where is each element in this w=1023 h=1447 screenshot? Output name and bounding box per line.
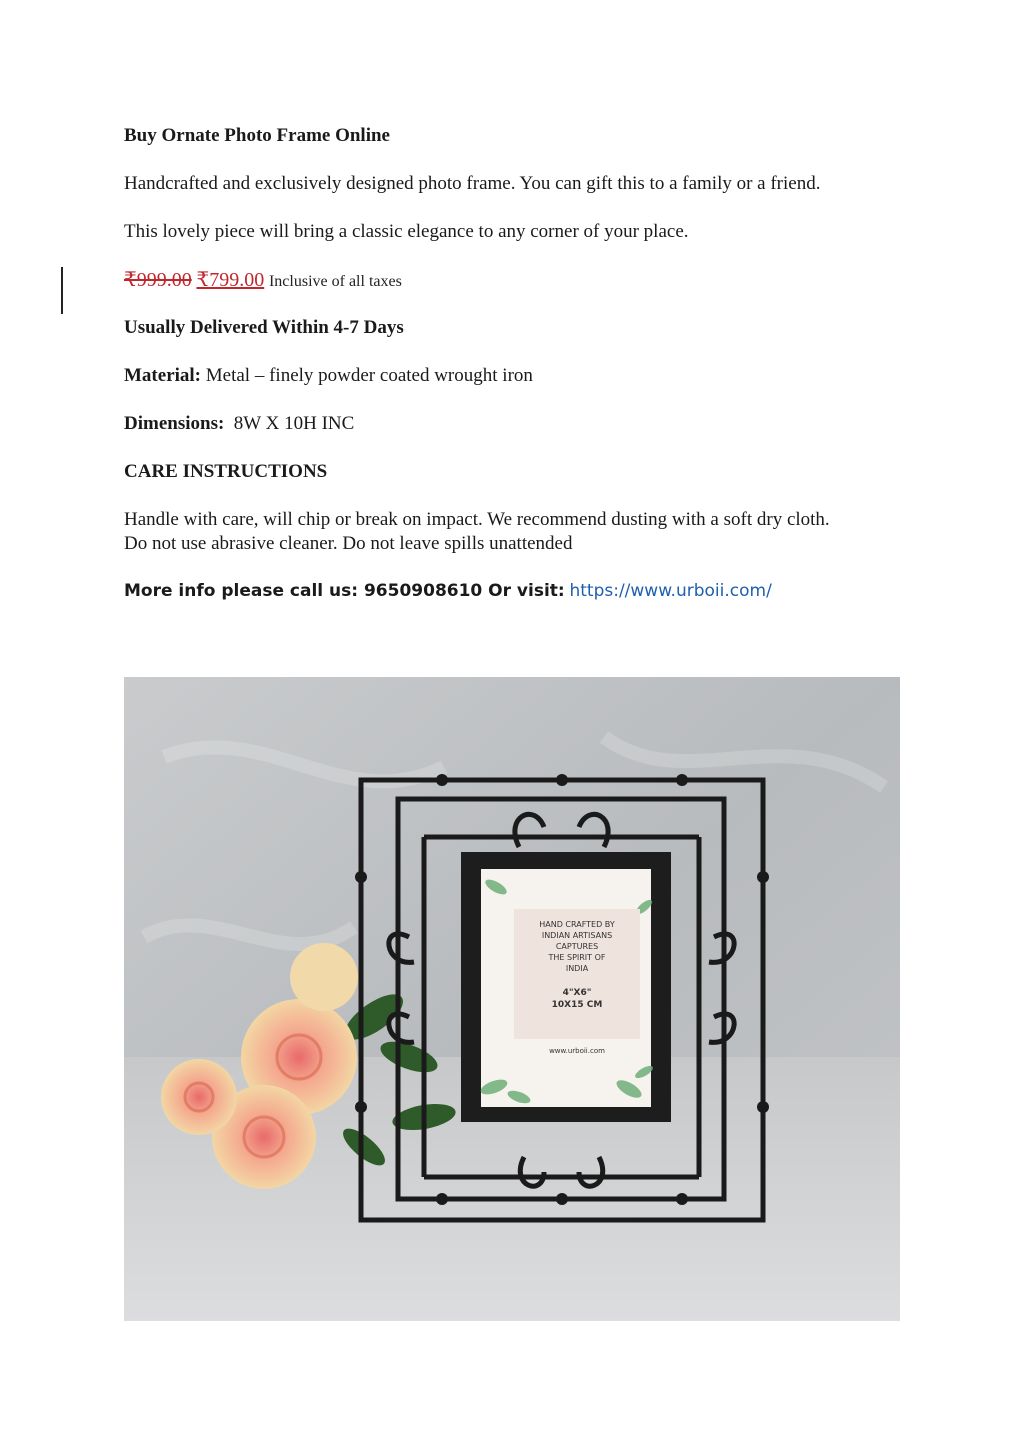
description-line-1: Handcrafted and exclusively designed photo frame. You can gift this to a family or a friend. [124,173,821,194]
material-label: Material: [124,365,202,386]
price-row [124,268,402,294]
description-line-2: This lovely piece will bring a classic elegance to any corner of your place. [124,221,689,242]
card-text-5: INDIA [565,964,589,973]
margin-change-bar [61,267,63,314]
website-link[interactable]: https://www.urboii.com/ [569,581,772,601]
product-photo [124,677,900,1321]
dimensions-label: Dimensions: [124,413,225,434]
delivery-info: Usually Delivered Within 4-7 Days [124,317,404,338]
card-text-4: THE SPIRIT OF [548,953,606,962]
card-text-2: INDIAN ARTISANS [541,931,613,940]
care-line-1: Handle with care, will chip or break on impact. We recommend dusting with a soft dry cloth. [124,509,830,530]
tax-note: Inclusive of all taxes [268,273,402,290]
dimensions-row [124,412,354,436]
card-text-1: HAND CRAFTED BY [539,920,615,929]
care-heading: CARE INSTRUCTIONS [124,461,328,482]
care-line-2: Do not use abrasive cleaner. Do not leave spills unattended [124,533,573,554]
material-value: Metal – finely powder coated wrought iron [205,365,533,386]
card-text-3: CAPTURES [555,942,599,951]
contact-row [124,579,772,603]
card-size: 4"X6" [562,988,592,998]
card-size-cm: 10X15 CM [551,1000,603,1010]
product-title: Buy Ornate Photo Frame Online [124,125,390,146]
card-site: www.urboii.com [549,1047,605,1055]
contact-label: More info please call us: 9650908610 Or visit: [124,581,565,601]
dimensions-value: 8W X 10H INC [233,413,355,434]
old-price: ₹999.00 [124,269,192,291]
material-row [124,364,533,388]
new-price[interactable]: ₹799.00 [196,269,265,291]
